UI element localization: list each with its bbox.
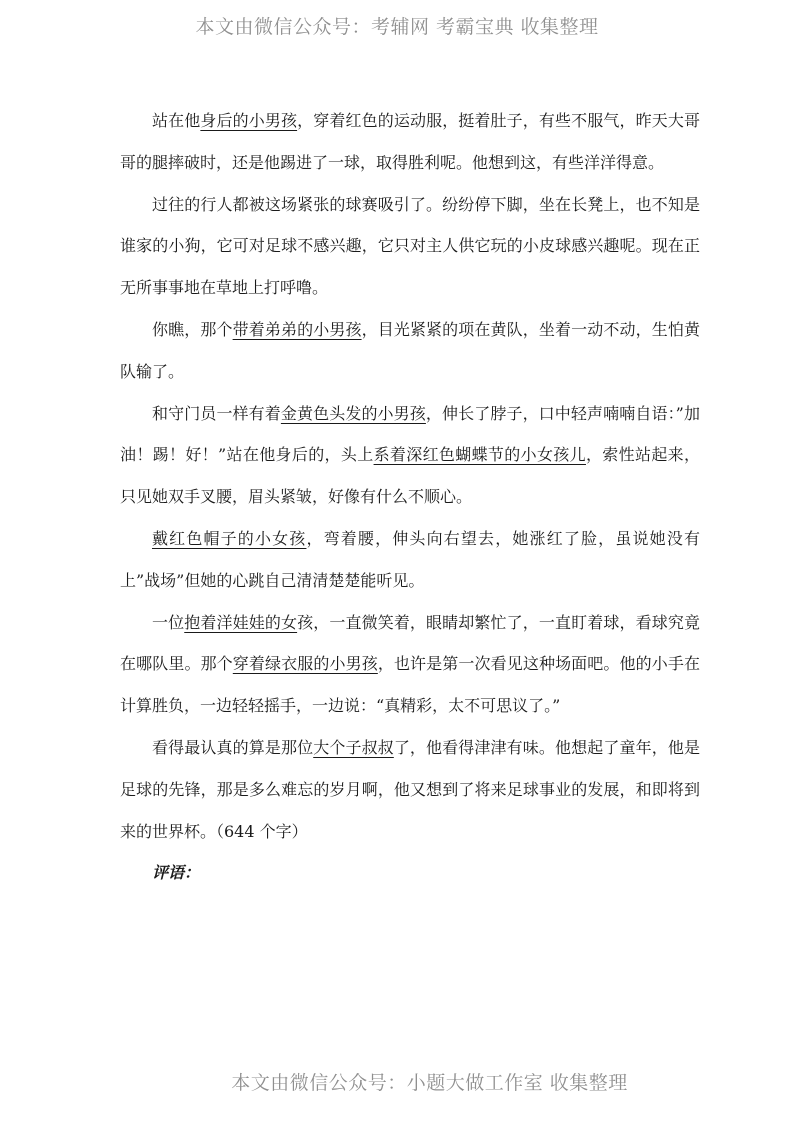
paragraph <box>120 602 700 727</box>
remark-label: 评语： <box>152 863 201 883</box>
text-run: 和守门员一样有着 <box>152 403 281 423</box>
text-run: ，目光紧紧的项在黄队，坐着一动不动，生怕黄队输了。 <box>120 319 700 381</box>
paragraph <box>120 393 700 518</box>
paragraph <box>120 309 700 393</box>
underlined-phrase: 身后的小男孩 <box>200 111 298 130</box>
text-run: ，索性站起来，只见她双手叉腰，眉头紧皱，好像有什么不顺心。 <box>120 445 700 507</box>
text-run: 你瞧，那个 <box>152 319 233 339</box>
paragraph <box>120 100 700 184</box>
paragraph <box>120 727 700 852</box>
paragraph <box>120 184 700 309</box>
paragraph <box>120 518 700 602</box>
text-run: 过往的行人都被这场紧张的球赛吸引了。纷纷停下脚，坐在长凳上，也不知是谁家的小狗，它可对足球不感兴趣，它只对主人供它玩的小皮球感兴趣呢。现在正无所事事地在草地上打呼噜。 <box>120 194 700 298</box>
text-run: 一位 <box>152 612 185 632</box>
underlined-phrase: 大个子叔叔 <box>313 737 394 757</box>
underlined-phrase: 抱着洋娃娃的女 <box>184 612 298 632</box>
underlined-phrase: 带着弟弟的小男孩 <box>232 319 362 339</box>
text-run: 了，他看得津津有味。他想起了童年，他是足球的先锋，那是多么难忘的岁月啊，他又想到了将来足球事业的发展，和即将到来的世界杯。（644 个字） <box>120 737 700 841</box>
footer-watermark: 本文由微信公众号：小题大做工作室 收集整理 <box>231 1072 628 1094</box>
header-watermark: 本文由微信公众号：考辅网 考霸宝典 收集整理 <box>195 16 599 38</box>
text-run: 孩，一直微笑着，眼睛却繁忙了，一直盯着球，看球究竟在哪队里。那个 <box>120 612 700 674</box>
underlined-phrase: 金黄色头发的小男孩 <box>280 403 426 423</box>
underlined-phrase: 系着深红色蝴蝶节的小女孩儿 <box>373 445 586 465</box>
underlined-phrase: 戴红色帽子的小女孩 <box>152 528 307 548</box>
essay-body <box>120 100 700 894</box>
text-run: ，穿着红色的运动服，挺着肚子，有些不服气，昨天大哥哥的腿摔破时，还是他踢进了一球，取得胜利呢。他想到这，有些洋洋得意。 <box>120 111 700 172</box>
text-run: ，也许是第一次看见这种场面吧。他的小手在计算胜负，一边轻轻摇手，一边说：“真精彩，太不可思议了。” <box>120 654 700 716</box>
underlined-phrase: 穿着绿衣服的小男孩 <box>232 654 378 674</box>
text-run: 看得最认真的算是那位 <box>152 737 314 757</box>
text-run: ，弯着腰，伸头向右望去，她涨红了脸，虽说她没有上”战场”但她的心跳自己清清楚楚能听见。 <box>120 528 700 590</box>
text-run: 站在他 <box>152 111 201 130</box>
text-run: ，伸长了脖子，口中轻声喃喃自语：”加油！踢！好！”站在他身后的，头上 <box>120 403 700 465</box>
